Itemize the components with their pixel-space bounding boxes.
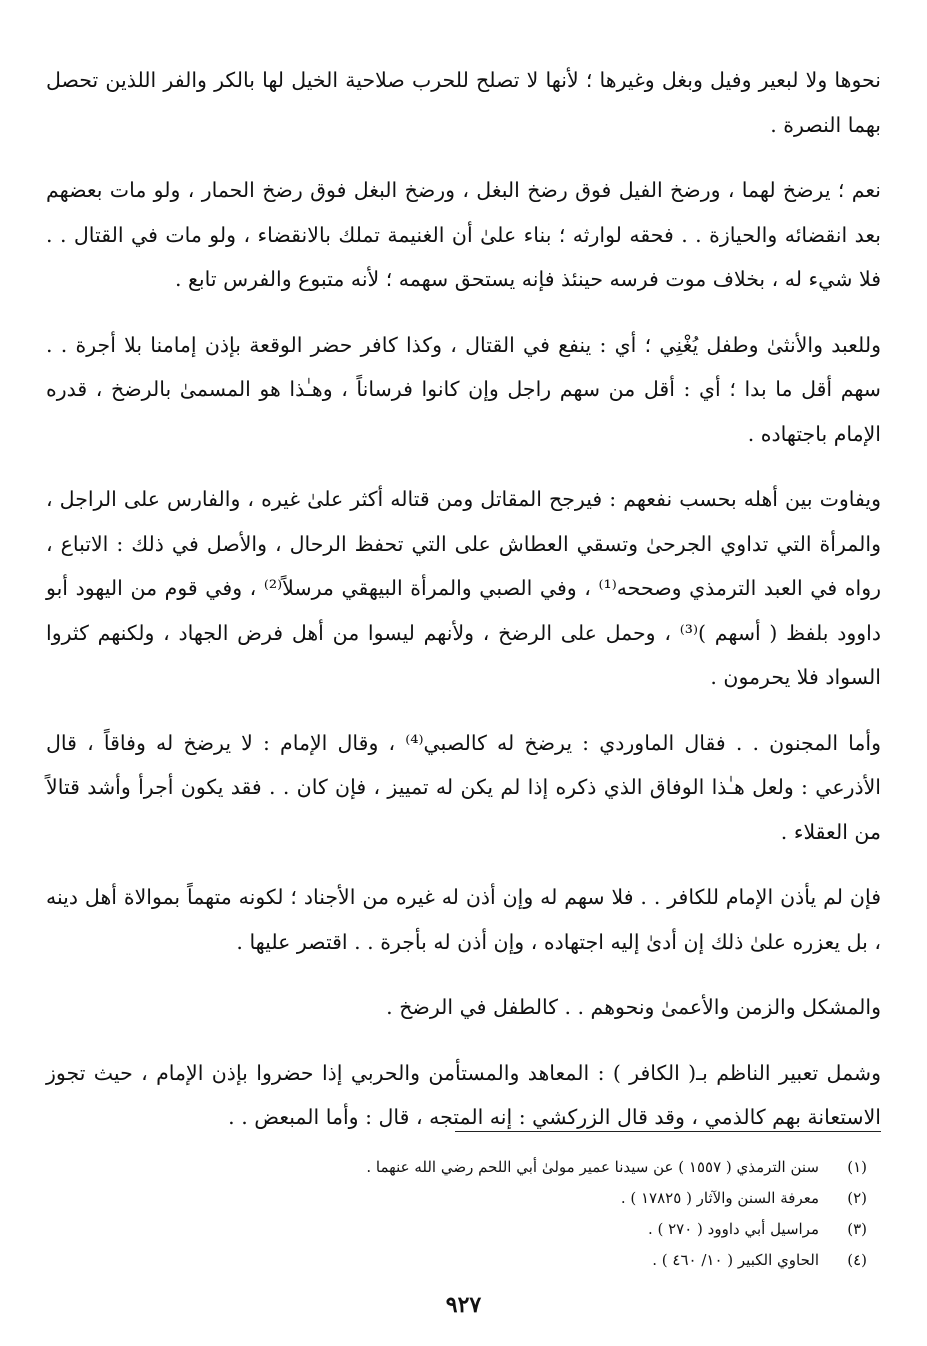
footnote-separator: [455, 1131, 881, 1132]
paragraph-3: وللعبد والأنثىٰ وطفل يُغْنِي ؛ أي : ينفع في القتال ، وكذا كافر حضر الوقعة بإذن إمامنا بلا أجرة . . سهم أقل ما بدا ؛ أي : أقل من سهم راجل وإن كانوا فرساناً ، وهـٰذا هو المسمىٰ بالرضخ ، قدره الإمام باجتهاده .: [46, 332, 881, 446]
paragraph-2: نعم ؛ يرضخ لهما ، ورضخ الفيل فوق رضخ البغل ، ورضخ البغل فوق رضخ الحمار ، ولو مات بعضهم بعد انقضائه والحيازة . . فحقه لوارثه ؛ بناء علىٰ أن الغنيمة تملك بالانقضاء ، ولو مات في القتال . . فلا شيء له ، بخلاف موت فرسه حينئذ فإنه يستحق سهمه ؛ لأنه متبوع والفرس تابع .: [46, 178, 881, 291]
footnote-1: [46, 1152, 867, 1183]
footnote-number: (٢): [847, 1189, 867, 1207]
footnote-2: [46, 1183, 867, 1214]
footnote-text: سنن الترمذي ( ١٥٥٧ ) عن سيدنا عمير مولىٰ أبي اللحم رضي الله عنهما .: [366, 1158, 819, 1176]
footnote-3: [46, 1214, 867, 1245]
page-number: ٩٢٧: [445, 1292, 482, 1318]
paragraph-7: والمشكل والزمن والأعمىٰ ونحوهم . . كالطفل في الرضخ .: [386, 995, 881, 1019]
footnote-text: مراسيل أبي داوود ( ٢٧٠ ) .: [647, 1220, 819, 1238]
footnote-number: (٤): [847, 1251, 867, 1269]
footnote-number: (٣): [847, 1220, 867, 1238]
paragraph-4: ويفاوت بين أهله بحسب نفعهم : فيرجح المقاتل ومن قتاله أكثر علىٰ غيره ، والفارس على الراجل ، والمرأة التي تداوي الجرحىٰ وتسقي العطاش على التي تحفظ الرحال ، والأصل في ذلك : الاتباع ، رواه في العبد الترمذي وصححه⁽¹⁾ ، وفي الصبي والمرأة البيهقي مرسلاً⁽²⁾ ، وفي قوم من اليهود أبو داوود بلفظ ( أسهم )⁽³⁾ ، وحمل على الرضخ ، ولأنهم ليسوا من أهل فرض الجهاد ، ولكنهم كثروا السواد فلا يحرمون .: [46, 487, 881, 689]
footnote-number: (١): [847, 1158, 867, 1176]
paragraph-6: فإن لم يأذن الإمام للكافر . . فلا سهم له وإن أذن له غيره من الأجناد ؛ لكونه متهماً بموالاة أهل دينه ، بل يعزره علىٰ ذلك إن أدىٰ إليه اجتهاده ، وإن أذن له بأجرة . . اقتصر عليها .: [46, 885, 881, 954]
paragraph-8: وشمل تعبير الناظم بـ( الكافر ) : المعاهد والمستأمن والحربي إذا حضروا بإذن الإمام ، حيث تجوز الاستعانة بهم كالذمي ، وقد قال الزركشي : إنه المتجه ، قال : وأما المبعض . .: [46, 1060, 881, 1129]
paragraph-1: نحوها ولا لبعير وفيل وبغل وغيرها ؛ لأنها لا تصلح للحرب صلاحية الخيل لها بالكر والفر اللذين تحصل بهما النصرة .: [46, 68, 881, 137]
footnote-4: [46, 1245, 867, 1276]
footnote-text: معرفة السنن والآثار ( ١٧٨٢٥ ) .: [620, 1189, 819, 1207]
footnote-text: الحاوي الكبير ( ١٠/ ٤٦٠ ) .: [652, 1251, 819, 1269]
footnotes: [46, 1152, 867, 1276]
main-text: [46, 58, 881, 1140]
paragraph-5: وأما المجنون . . فقال الماوردي : يرضخ له كالصبي⁽⁴⁾ ، وقال الإمام : لا يرضخ له وفاقاً ، قال الأذرعي : ولعل هـٰذا الوفاق الذي ذكره إذا لم يكن له تمييز ، فإن كان . . فقد يكون أجرأ وأشد قتالاً من العقلاء .: [46, 730, 881, 844]
